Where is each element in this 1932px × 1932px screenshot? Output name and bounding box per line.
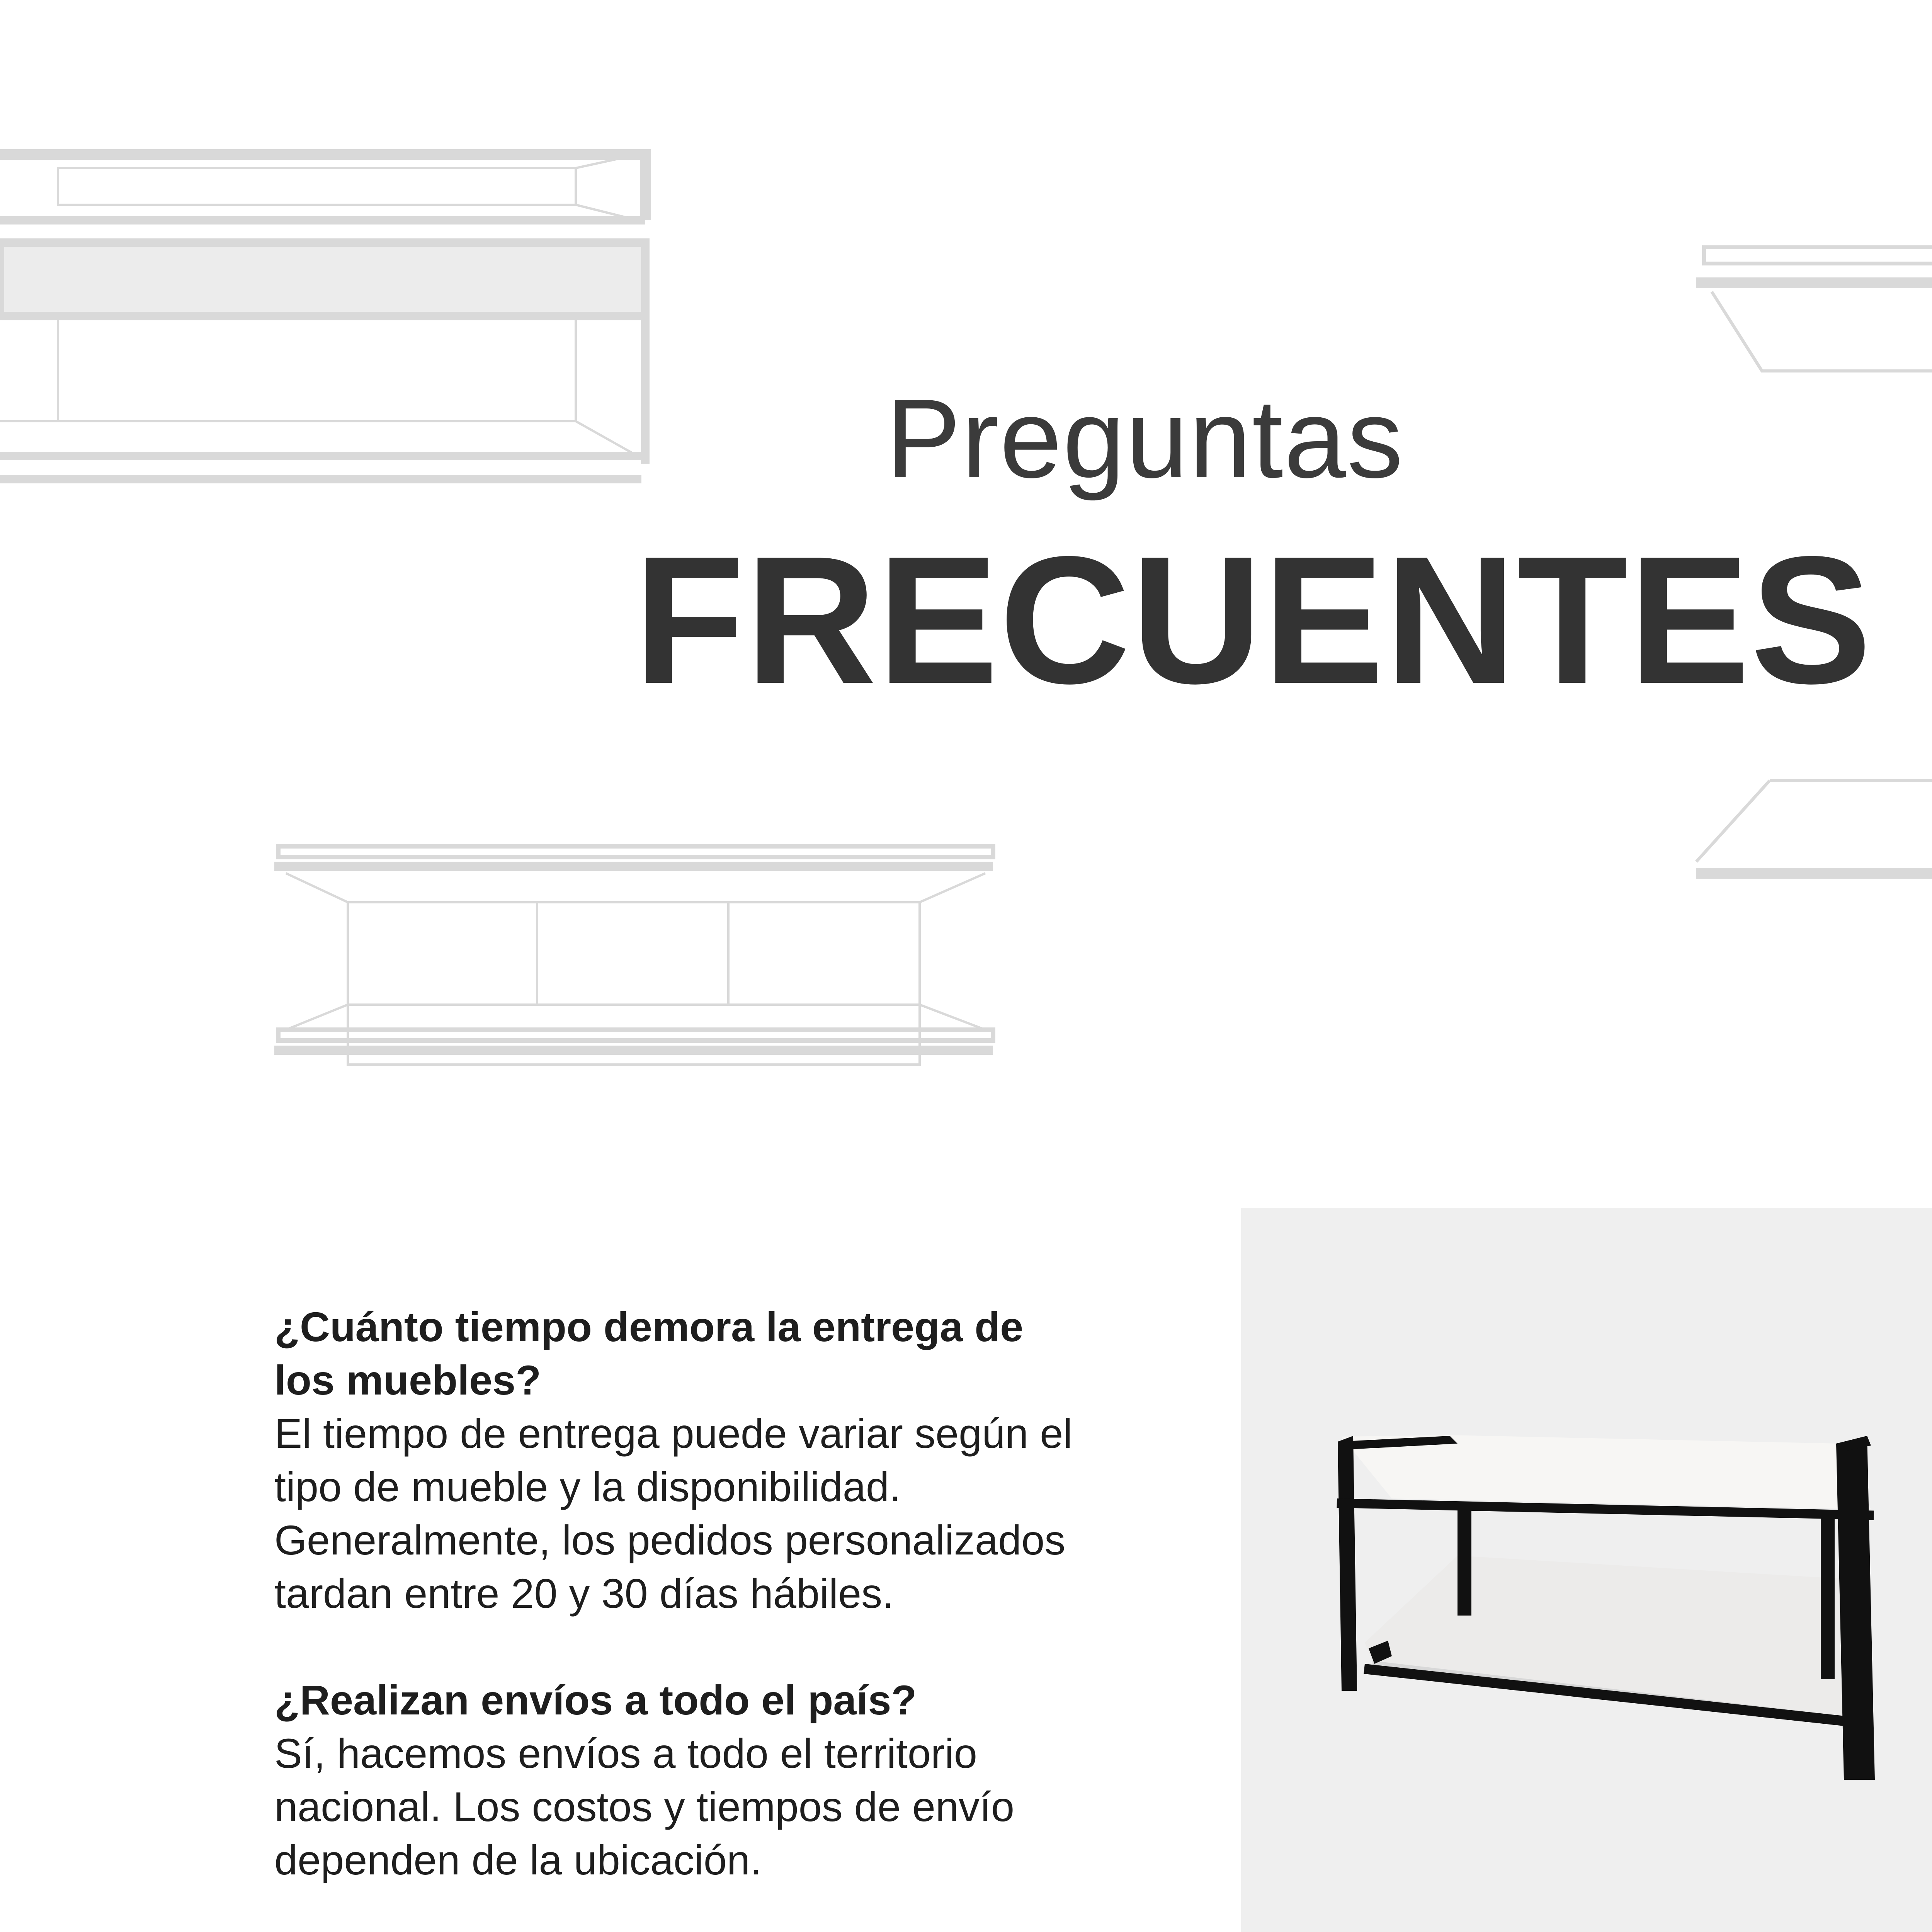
faq-answer: Sí, hacemos envíos a todo el territorio nacional. Los costos y tiempos de envío dependen de la ubicación. [274,1730,1015,1883]
faq-question: ¿Cuánto tiempo demora la entrega de los muebles? [274,1303,1024,1403]
page-title-bold: FRECUENTES [634,519,1872,721]
coffee-table-photo [1241,1208,1932,1932]
page-title-light: Preguntas [886,376,1404,501]
faq-group-1 [274,1300,1082,1932]
tv-unit-line-art [0,143,665,491]
coffee-table-image [1241,1208,1932,1932]
faq-question: ¿Realizan envíos a todo el país? [274,1677,917,1723]
faq-answer: El tiempo de entrega puede variar según el tipo de mueble y la disponibilidad. Generalmente, los pedidos personalizados tardan entre 20 y 30 días hábiles. [274,1410,1073,1617]
tv-bench-line-art [270,842,1005,1066]
